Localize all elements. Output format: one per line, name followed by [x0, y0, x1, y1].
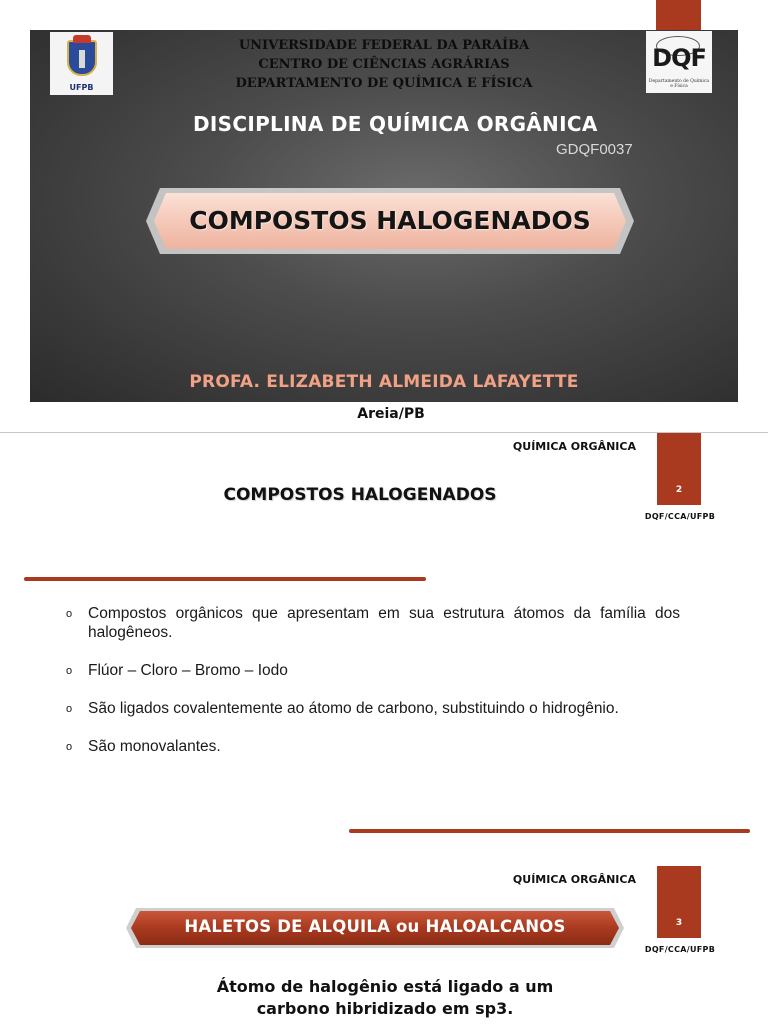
accent-rule-bottom [349, 829, 750, 833]
slide2-header: QUÍMICA ORGÂNICA [512, 440, 636, 453]
ufpb-shield-icon [67, 40, 97, 76]
bullet-marker: o [66, 741, 73, 753]
course-code: GDQF0037 [556, 141, 633, 158]
center-name: CENTRO DE CIÊNCIAS AGRÁRIAS [258, 57, 510, 72]
bullet-text: São ligados covalentemente ao átomo de carbono, substituindo o hidrogênio. [88, 700, 619, 717]
slide3-number-tab [657, 866, 701, 938]
list-item [66, 699, 680, 718]
slide3-text-line: Átomo de halogênio está ligado a um [216, 977, 554, 996]
department-name: DEPARTAMENTO DE QUÍMICA E FÍSICA [235, 76, 533, 91]
dqf-logo [646, 31, 712, 93]
slide3-footer-tag: DQF/CCA/UFPB [644, 945, 716, 954]
slide2-number-tab [657, 433, 701, 505]
slide3-body-text [180, 976, 590, 1020]
location-text: Areia/PB [357, 406, 425, 422]
slide3-text-line: carbono hibridizado em sp3. [256, 999, 514, 1018]
list-item [66, 661, 680, 680]
ufpb-logo [50, 32, 113, 95]
list-item [66, 737, 680, 756]
bullet-marker: o [66, 703, 73, 715]
section-banner [126, 908, 624, 948]
bullet-text: Flúor – Cloro – Bromo – Iodo [88, 662, 288, 679]
ufpb-logo-text: UFPB [69, 83, 94, 92]
dqf-logo-text: DQF [652, 44, 706, 72]
slide3-page-number: 3 [675, 918, 683, 928]
slide2-page-number: 2 [675, 485, 683, 495]
bullet-marker: o [66, 608, 73, 620]
university-header [150, 36, 618, 93]
bullet-text: São monovalantes. [88, 738, 221, 755]
title-banner [146, 188, 634, 254]
bullet-list [66, 604, 680, 775]
list-item [66, 604, 680, 642]
professor-name: PROFA. ELIZABETH ALMEIDA LAFAYETTE [189, 372, 579, 392]
slide2-footer-tag: DQF/CCA/UFPB [644, 512, 716, 521]
accent-rule-top [24, 577, 426, 581]
dqf-logo-subtext: Departamento de Química e Física [648, 79, 710, 89]
accent-tab [656, 0, 701, 30]
university-name: UNIVERSIDADE FEDERAL DA PARAÍBA [238, 38, 530, 53]
slide-separator [0, 432, 768, 433]
discipline-title: DISCIPLINA DE QUÍMICA ORGÂNICA [193, 112, 598, 136]
slide3-header: QUÍMICA ORGÂNICA [512, 873, 636, 886]
section-banner-title: HALETOS DE ALQUILA ou HALOALCANOS [184, 917, 566, 936]
slide2-title: COMPOSTOS HALOGENADOS [223, 485, 497, 505]
bullet-marker: o [66, 665, 73, 677]
bullet-text: Compostos orgânicos que apresentam em sua estrutura átomos da família dos halogêneos. [88, 605, 680, 641]
presentation-title: COMPOSTOS HALOGENADOS [189, 206, 591, 235]
